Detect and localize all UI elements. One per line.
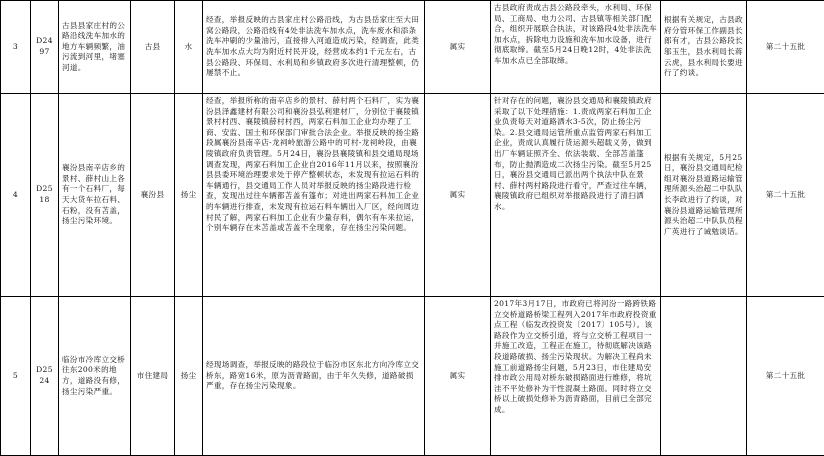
table-row bbox=[1, 297, 824, 456]
pollution-type: 扬尘 bbox=[175, 94, 203, 297]
pollution-type: 扬尘 bbox=[175, 297, 203, 456]
verification-result: 属实 bbox=[425, 1, 491, 94]
row-number: 5 bbox=[1, 297, 31, 456]
table-row bbox=[1, 94, 824, 297]
row-number: 4 bbox=[1, 94, 31, 297]
case-code: D2497 bbox=[31, 1, 59, 94]
verification-result: 属实 bbox=[425, 94, 491, 297]
rectification-measures: 针对存在的问题，襄汾县交通局和襄陵镇政府采取了以下处理措施：1.责成两家石料加工企业负责每天对道路洒水3-5次，防止扬尘污染。2.县交通局运管所重点监管两家石料加工企业，责成认真履行货运源头超载义务，做到出厂车辆证照齐全、依法装载、全部苫盖篷布，防止抛洒造成二次扬尘污染。截至5月25日，襄汾县交通局已派出两个执法中队在景村、薛村两村路段进行看守，严查过往车辆，襄陵镇政府已组织对举报路段进行了清扫洒水。 bbox=[491, 94, 661, 297]
investigation-findings: 经现场调查，举报反映的路段位于临汾市区东北方向冷库立交桥东，路宽16米，原为沥青路面，由于年久失修，道路破损严重，存在扬尘污染现象。 bbox=[203, 297, 425, 456]
rectification-measures: 古县政府责成古县公路段牵头，水利局、环保局、工商局、电力公司、古县镇等相关部门配合，组织开展联合执法，对该路段4处非法洗车加水点，拆除电力设施和洗车加水设备，进行彻底取缔。截至5月24日晚12时，4处非法洗车加水点已全部取缔。 bbox=[491, 1, 661, 94]
batch-label: 第二十五批 bbox=[747, 94, 824, 297]
rectification-measures: 2017年3月17日，市政府已将河汾一路跨铁路立交桥道路桥梁工程列入2017年市政府投资重点工程（临发改投资发〔2017〕105号）。该路段作为立交桥引道，将与立交桥工程项目一并施工改造，工程正在施工，待彻底解决该路段道路破损、扬尘污染现状。为解决工程尚未施工前道路扬尘问题，5月23日，市住建局安排市政公用局对桥东破损路面进行维修，将坑洼不平处修补为干性混凝土路面。同时将立交桥以上破损处修补为沥青路面，目前已全部完成。 bbox=[491, 297, 661, 456]
pollution-type: 水 bbox=[175, 1, 203, 94]
responsible-unit: 襄汾县 bbox=[131, 94, 175, 297]
table-row bbox=[1, 1, 824, 94]
batch-label: 第二十五批 bbox=[747, 1, 824, 94]
investigation-findings: 经查，举报所称的南辛店乡的景村、薛村两个石料厂，实为襄汾县泽鑫建材有限公司和襄汾县弘利建材厂，分别位于襄陵镇景村村西、襄陵镇薛村村西，两家石料加工企业均办理了工商、安监、国土和环保部门审批合法企业。举报反映的扬尘路段属襄汾县南辛店-龙祠岭旅游公路中的可村-龙祠岭段，由襄陵镇政府负责管理。5月24日，襄汾县襄陵镇和县交通局现场调查发现，两家石料加工企业自2016年11月以来，按照襄汾县县委环境治理要求处于停产整顿状态，未发现有拉运石料的车辆通行，县交通局工作人员对举报反映的扬尘路段进行检查，发现出过往车辆都苫盖有篷布；对进出两家石料加工企业的车辆进行排查，未发现有拉运石料车辆出入厂区，经向周边村民了解，两家石料加工企业有少量存料，偶尔有车来拉运，个别车辆存在未苫盖或苫盖不全现象，存在扬尘污染问题。 bbox=[203, 94, 425, 297]
accountability bbox=[661, 297, 747, 456]
accountability: 根据有关规定，古县政府分管环保工作副县长郎有才，古县公路段长邬玉生，县水利局长蒋云虎，县水利局长要进行了约谈。 bbox=[661, 1, 747, 94]
verification-result: 属实 bbox=[425, 297, 491, 456]
complaint-content: 临汾市冷库立交桥往东200米的地方，道路没有修，扬尘污染严重。 bbox=[59, 297, 131, 456]
case-code: D2524 bbox=[31, 297, 59, 456]
complaint-content: 襄汾县南辛店乡的景村、薛村山上各有一个石料厂，每天大货车拉石料、石粉，没有苫盖，扬尘污染环境。 bbox=[59, 94, 131, 297]
responsible-unit: 市住建局 bbox=[131, 297, 175, 456]
responsible-unit: 古县 bbox=[131, 1, 175, 94]
complaint-content: 古县县家庄村的公路沿线洗车加水的地方车辆频繁，油污流到河里，堵塞河道。 bbox=[59, 1, 131, 94]
batch-label: 第二十五批 bbox=[747, 297, 824, 456]
row-number: 3 bbox=[1, 1, 31, 94]
case-code: D2518 bbox=[31, 94, 59, 297]
investigation-findings: 经查，举报反映的古县家庄村公路沿线，为古县岳家庄至大田窝公路段，公路沿线有4处非法洗车加水点，洗车废水和添条洗车冲刷的少量油污，直接排入河道造成污染，经调查，此类洗车加水点大均为附近村民开设，经营成本约1千元左右，古县公路段、环保局、水利局和乡镇政府多次进行清理整顿，仍屡禁不止。 bbox=[203, 1, 425, 94]
accountability: 根据有关规定，5月25日，襄汾县交通局纪检组对襄汾县道路运输管理所源头治超二中队队长李政进行了约谈，对襄汾县道路运输管理所源头治超二中队队员程广英进行了诫勉谈话。 bbox=[661, 94, 747, 297]
